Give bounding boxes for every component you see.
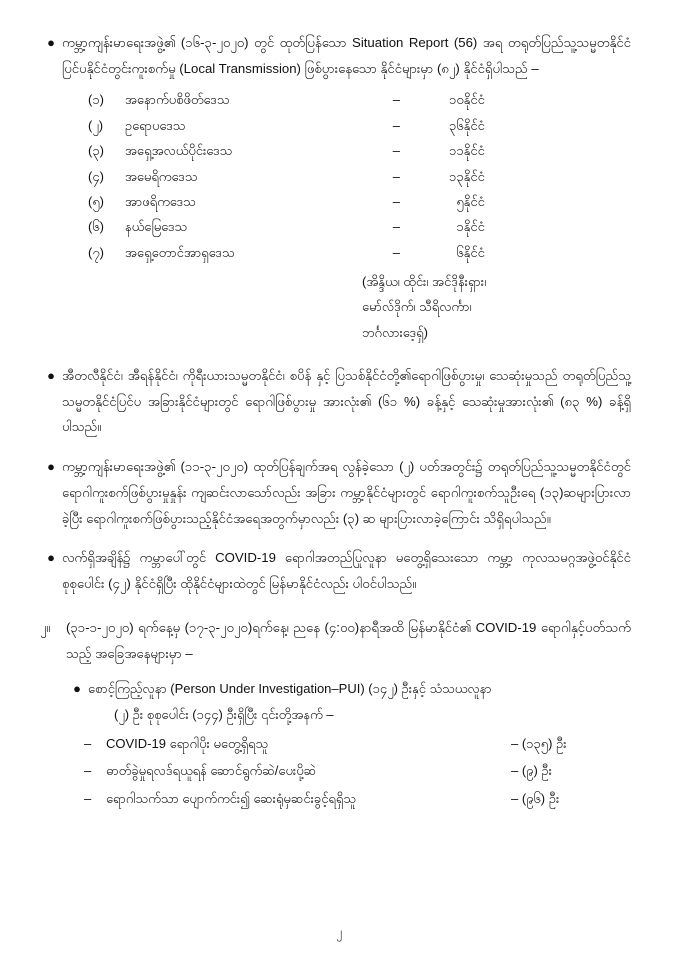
dash-body — [106, 786, 631, 811]
row-region-name: အာဖရိကဒေသ — [124, 193, 196, 209]
dash-mark-icon: – — [84, 735, 92, 751]
row-dash: – — [392, 219, 400, 235]
table-row — [88, 87, 518, 112]
dash-item-value: – (၉၆) ဦး — [511, 790, 560, 806]
row-number: (၇) — [88, 244, 104, 260]
row-unit: နိုင်ငံ — [463, 117, 485, 133]
table-row — [88, 189, 518, 214]
row-dash: – — [392, 143, 400, 159]
row-number: (၆) — [88, 219, 104, 235]
dash-item — [84, 731, 631, 756]
row-dash: – — [392, 244, 400, 260]
row-unit: နိုင်ငံ — [463, 168, 485, 184]
note-line: (အိန္ဒိယ၊ ထိုင်း၊ အင်ဒိုနီးရှား၊ — [362, 273, 487, 289]
bullet-item — [66, 676, 631, 727]
page-footer — [0, 924, 679, 942]
row-region-name: အနောက်ပစိဖိတ်ဒေသ — [124, 92, 230, 108]
row-count: ၁၁ — [449, 143, 464, 159]
dash-item-label: ရောဂါသက်သာ ပျောက်ကင်း၍ ဆေးရုံမှဆင်းခွင့်ရရှိသူ — [106, 790, 356, 806]
row-number: (၁) — [88, 92, 104, 108]
row-region-name: နယ်မြေဒေသ — [124, 219, 188, 235]
bullet-body — [62, 454, 631, 531]
dash-body — [106, 731, 631, 756]
region-note — [362, 269, 631, 345]
row-count: ၅ — [456, 193, 464, 209]
dash-item — [84, 786, 631, 811]
section-body — [66, 615, 631, 666]
bullet-dot-icon: ● — [47, 367, 55, 383]
note-line: မော်လ်ဒိုက်၊ သီရိလင်္ကာ၊ — [362, 299, 472, 315]
row-count: ၁၃ — [449, 168, 464, 184]
paragraph-text: ကမ္ဘာ့ကျန်းမာရေးအဖွဲ့၏ (၁၁-၃-၂၀၂၀) ထုတ်ပြန်ချက်အရ လွန်ခဲ့သော (၂) ပတ်အတွင်း၌ တရုတ်ပြည်သူ့သမ္မတနိုင်ငံတွင် ရောဂါကူးစက်ဖြစ်ပွားမှုနှုန်း ကျဆင်းလာသော်လည်း အခြား ကမ္ဘာ့နိုင်ငံများတွင် ရောဂါကူးစက်သူဦးရေ (၁၃)ဆများပြားလာခဲ့ပြီး ရောဂါကူးစက်ဖြစ်ပွားသည့်နိုင်ငံအရေအတွက်မှာလည်း (၃) ဆ များပြားလာခဲ့ကြောင်း သိရှိရပါသည်။ — [62, 459, 631, 526]
row-region-name: ဥရောပဒေသ — [124, 117, 186, 133]
table-row — [88, 164, 518, 189]
dash-item-label: COVID-19 ရောဂါပိုး မတွေ့ရှိရသူ — [106, 735, 269, 751]
section-number: ၂။ — [40, 619, 51, 635]
bullet-body — [62, 30, 631, 345]
dash-mark-icon: – — [84, 790, 92, 806]
row-unit: နိုင်ငံ — [463, 92, 485, 108]
bullet-item — [40, 30, 631, 345]
row-number: (၂) — [88, 117, 104, 133]
dash-body — [106, 758, 631, 783]
paragraph-text: အီတလီနိုင်ငံ၊ အီရန်နိုင်ငံ၊ ကိုရီးယားသမ္မတနိုင်ငံ၊ စပိန် နှင့် ပြသစ်နိုင်ငံတို့၏ရောဂါဖြစ်ပွားမှု၊ သေဆုံးမှုသည် တရုတ်ပြည်သူ့သမ္မတနိုင်ငံပြင်ပ အခြားနိုင်ငံများတွင် ရောဂါဖြစ်ပွားမှု အားလုံး၏ (၆၁ %) ခန့်နှင့် သေဆုံးမှုအားလုံး၏ (၈၃ %) ခန့်ရှိပါသည်။ — [62, 367, 631, 435]
paragraph-text: လက်ရှိအချိန်၌ ကမ္ဘာပေါ်တွင် COVID-19 ရောဂါအတည်ပြုလူနာ မတွေ့ရှိသေးသော ကမ္ဘာ့ ကုလသမဂ္ဂအဖွဲ့ဝင်နိုင်ငံ စုစုပေါင်း (၄၂) နိုင်ငံရှိပြီး ထိုနိုင်ငံများထဲတွင် မြန်မာနိုင်ငံလည်း ပါဝင်ပါသည်။ — [62, 550, 631, 592]
pui-line-2: (၂) ဦး စုစုပေါင်း (၁၄၄) ဦးရှိပြီး ၎င်းတို့အနက် – — [114, 706, 334, 722]
row-number: (၄) — [88, 168, 104, 184]
row-number: (၃) — [88, 143, 104, 159]
note-line: ဘင်္ဂလားဒေ့ရှ်) — [362, 324, 428, 340]
table-row — [88, 240, 518, 265]
row-count: ၁ — [456, 219, 464, 235]
bullet-dot-icon: ● — [73, 681, 81, 697]
row-count: ၆ — [456, 244, 464, 260]
bullet-body — [88, 676, 631, 727]
row-unit: နိုင်ငံ — [463, 193, 485, 209]
dash-item-value: – (၉) ဦး — [511, 763, 552, 779]
paragraph-text: ကမ္ဘာ့ကျန်းမာရေးအဖွဲ့၏ (၁၆-၃-၂၀၂၀) တွင် ထုတ်ပြန်သော Situation Report (56) အရ တရုတ်ပြည်သူ့သမ္မတနိုင်ငံ ပြင်ပနိုင်ငံတွင်းကူးစက်မှု (Local Transmission) ဖြစ်ပွားနေသော နိုင်ငံများမှာ (၈၂) နိုင်ငံရှိပါသည် – — [62, 35, 631, 76]
bullet-item — [40, 454, 631, 531]
bullet-body — [62, 363, 631, 440]
row-region-name: အရှေ့တောင်အာရှဒေသ — [124, 244, 235, 260]
section-text: (၃၁-၁-၂၀၂၀) ရက်နေ့မှ (၁၇-၃-၂၀၂၀)ရက်နေ့၊ ညနေ (၄:၀၀)နာရီအထိ မြန်မာနိုင်ငံ၏ COVID-19 ရောဂါနှင့်ပတ်သက်သည့် အခြေအနေများမှာ – — [66, 619, 631, 661]
row-number: (၅) — [88, 193, 104, 209]
table-row — [88, 113, 518, 138]
row-unit: နိုင်ငံ — [463, 219, 485, 235]
bullet-item — [40, 363, 631, 440]
row-unit: နိုင်ငံ — [463, 143, 485, 159]
bullet-item — [40, 545, 631, 596]
numbered-section — [40, 615, 631, 666]
row-dash: – — [392, 117, 400, 133]
dash-item — [84, 758, 631, 783]
dash-item-value: – (၁၃၅) ဦး — [511, 735, 567, 751]
bullet-dot-icon: ● — [47, 550, 55, 566]
bullet-dot-icon: ● — [47, 35, 55, 50]
row-region-name: အရှေ့အလယ်ပိုင်းဒေသ — [124, 143, 233, 159]
row-count: ၁၀ — [449, 92, 464, 108]
row-dash: – — [392, 168, 400, 184]
row-dash: – — [392, 193, 400, 209]
pui-line-1: စောင့်ကြည့်လူနာ (Person Under Investigation–PUI) (၁၄၂) ဦးနှင့် သံသယလူနာ — [88, 681, 492, 697]
bullet-dot-icon: ● — [47, 459, 55, 475]
row-region-name: အမေရိကဒေသ — [124, 168, 198, 184]
row-dash: – — [392, 92, 400, 108]
table-row — [88, 138, 518, 163]
dash-item-label: ဓာတ်ခွဲမှုရလဒ်ရယူရန် ဆောင်ရွက်ဆဲ/ပေးပို့ဆဲ — [106, 763, 317, 779]
row-unit: နိုင်ငံ — [463, 244, 485, 260]
region-case-table — [88, 87, 518, 264]
dash-mark-icon: – — [84, 763, 92, 779]
table-row — [88, 214, 518, 239]
row-count: ၃၆ — [449, 117, 464, 133]
bullet-body — [62, 545, 631, 596]
page-number: ၂ — [336, 925, 343, 939]
